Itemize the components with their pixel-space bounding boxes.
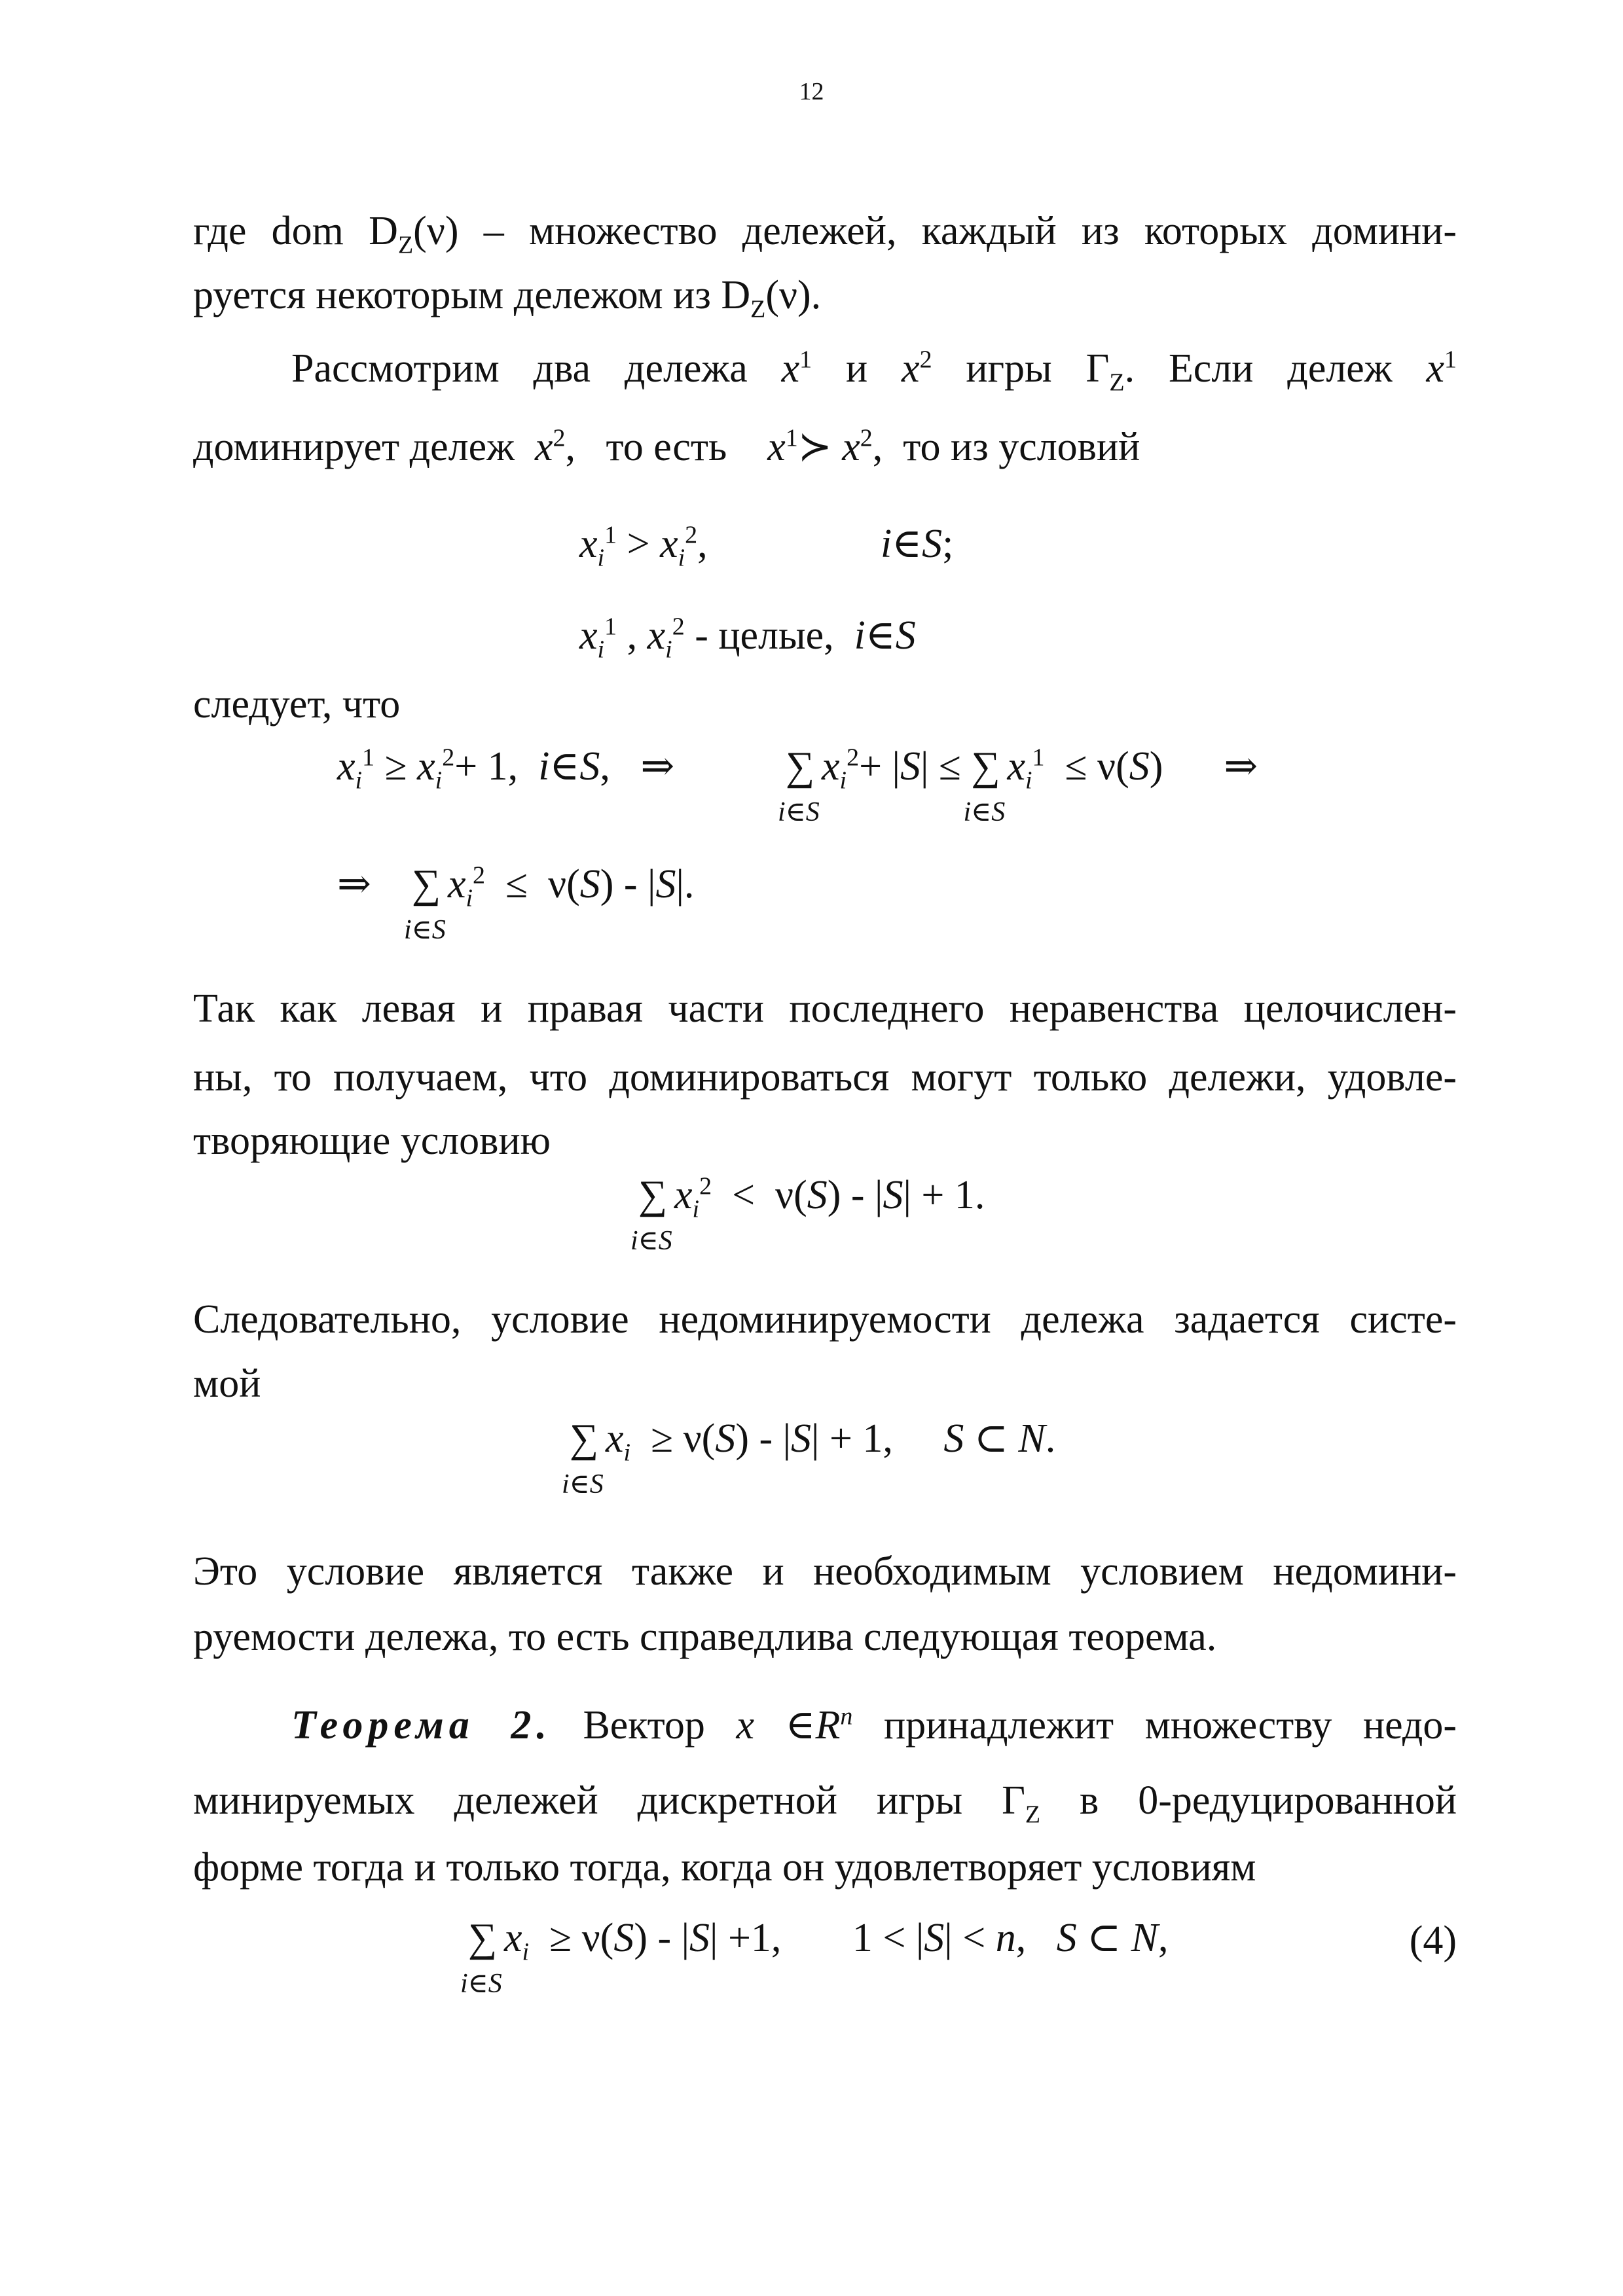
theorem-line: Теорема 2. Вектор x $\in R^n$ принадлежит множеству недо- xyxy=(291,1702,1457,1748)
equation-number: (4) xyxy=(1409,1918,1457,1963)
paragraph-line: ны, то получаем, что доминироваться могут только дележи, удовле- xyxy=(193,1055,1457,1100)
theorem-line: минируемых дележей дискретной игры $\Gamma_Z$ в 0-редуцированной xyxy=(193,1778,1457,1829)
page-number: 12 xyxy=(799,78,824,105)
paragraph-line: Рассмотрим два дележа $x^1$ и $x^2$ игры $\Gamma_Z$. Если дележ $x^1$ xyxy=(291,346,1457,397)
paragraph-line: Следовательно, условие недоминируемости дележа задается систе- xyxy=(193,1297,1457,1342)
formula-theorem-condition: ∑ i∈S $x_i \ge \nu(S) - |S| +1$, 1 < |S| < n, S ⊂ N, xyxy=(460,1916,1169,1999)
paragraph-line: руемости дележа, то есть справедлива следующая теорема. xyxy=(193,1615,1217,1659)
formula-domination-condition: ∑ i∈S $x_i^2 < \nu(S) - |S| + 1$. xyxy=(630,1172,985,1256)
theorem-title: Теорема 2. xyxy=(291,1703,552,1748)
paragraph-line: мой xyxy=(193,1361,261,1406)
paragraph-line: Это условие является также и необходимым условием недомини- xyxy=(193,1549,1457,1594)
formula-condition-1-set: i∈S; xyxy=(881,522,954,566)
paragraph-line: доминирует дележ $x^2$, то есть $x^1≻$ $x^2$, то из условий xyxy=(193,424,1140,469)
theorem-line: форме тогда и только тогда, когда он удовлетворяет условиям xyxy=(193,1845,1256,1890)
formula-condition-1: $x_i^1 > x_i^2$, xyxy=(579,521,708,572)
formula-condition-2: $x_i^1$ , $x_i^2$ - целые, i∈S xyxy=(579,613,916,664)
paragraph-line: Так как левая и правая части последнего неравенства целочислен- xyxy=(193,986,1457,1031)
paragraph-line: творяющие условию xyxy=(193,1119,551,1163)
formula-implication-2: ∑ i∈S $x_i^2+ |S|$ ≤ ∑ i∈S $x_i^1 \le \nu(S)$ ⇒ xyxy=(778,744,1258,827)
paragraph-line: следует, что xyxy=(193,682,401,726)
formula-system: ∑ i∈S $x_i \ge \nu(S) - |S| + 1$, S ⊂ N. xyxy=(562,1416,1056,1499)
paragraph-line: где dom $D_Z(\nu)$ – множество дележей, каждый из которых домини- xyxy=(193,209,1457,259)
formula-implication-1: $x_i^1 \ge x_i^2+ 1$, i∈S, ⇒ xyxy=(337,744,675,795)
paragraph-line: руется некоторым дележом из $D_Z(\nu)$. xyxy=(193,273,822,323)
formula-implication-3: ⇒ ∑ i∈S $x_i^2 \le \nu(S) - |S|$. xyxy=(337,861,695,945)
